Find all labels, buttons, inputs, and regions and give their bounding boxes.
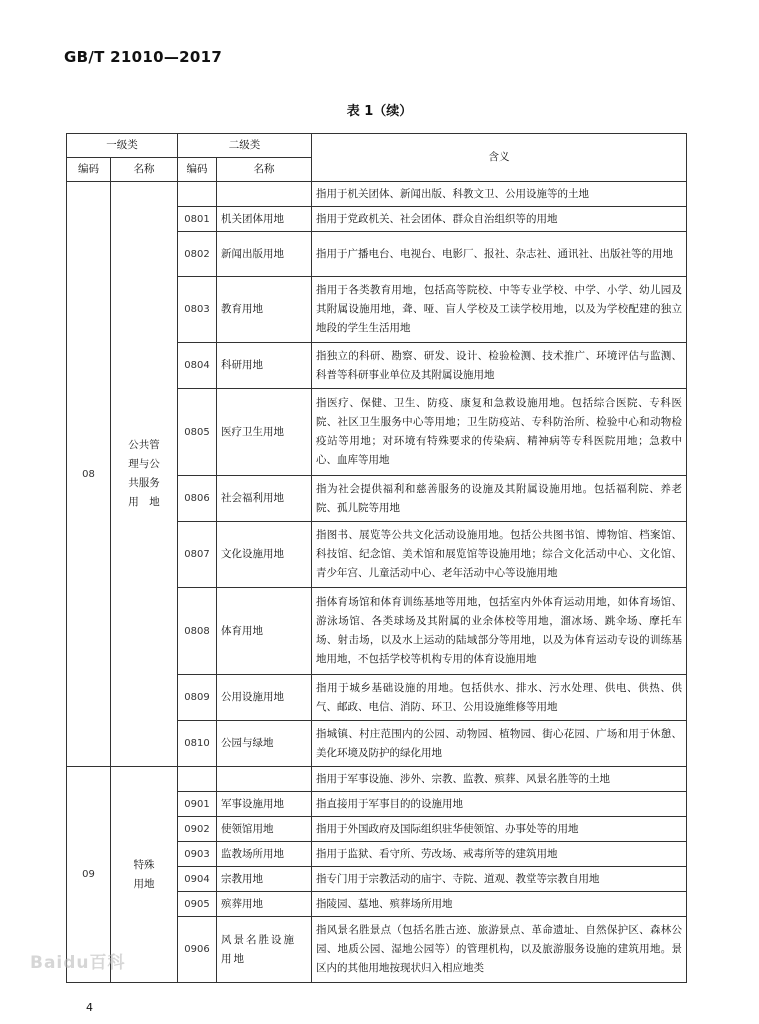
level2-description: 指用于各类教育用地，包括高等院校、中等专业学校、中学、小学、幼儿园及其附属设施用地，聋、哑、盲人学校及工读学校用地，以及为学校配建的独立地段的学生生活用地 — [312, 277, 687, 343]
header-level1: 一级类 — [67, 134, 178, 158]
level2-description: 指体育场馆和体育训练基地等用地，包括室内外体育运动用地，如体育场馆、游泳场馆、各类球场及其附属的业余体校等用地，溜冰场、跳伞场、摩托车场、射击场，以及水上运动的陆域部分等用地，以及为体育运动专设的训练基地用地，不包括学校等机构专用的体育设施用地 — [312, 588, 687, 675]
level2-name: 宗教用地 — [217, 867, 312, 892]
level2-description: 指独立的科研、勘察、研发、设计、检验检测、技术推广、环境评估与监测、科普等科研事业单位及其附属设施用地 — [312, 343, 687, 389]
level2-description: 指用于党政机关、社会团体、群众自治组织等的用地 — [312, 207, 687, 232]
level2-description: 指城镇、村庄范围内的公园、动物园、植物园、街心花园、广场和用于休憩、美化环境及防护的绿化用地 — [312, 721, 687, 767]
header-code: 编码 — [67, 158, 111, 182]
level2-code: 0902 — [178, 817, 217, 842]
header-meaning: 含义 — [312, 134, 687, 182]
level1-code: 08 — [67, 182, 111, 767]
level2-name: 新闻出版用地 — [217, 232, 312, 277]
level2-name: 殡葬用地 — [217, 892, 312, 917]
level1-name: 公共管理与公共服务用 地 — [111, 182, 178, 767]
level2-name: 机关团体用地 — [217, 207, 312, 232]
level1-code: 09 — [67, 767, 111, 983]
level2-code: 0802 — [178, 232, 217, 277]
level2-description: 指用于监狱、看守所、劳改场、戒毒所等的建筑用地 — [312, 842, 687, 867]
level1-description: 指用于军事设施、涉外、宗教、监教、殡葬、风景名胜等的土地 — [312, 767, 687, 792]
level2-description: 指用于外国政府及国际组织驻华使领馆、办事处等的用地 — [312, 817, 687, 842]
level2-name: 文化设施用地 — [217, 522, 312, 588]
level2-code: 0903 — [178, 842, 217, 867]
level2-code: 0906 — [178, 917, 217, 983]
level2-description: 指风景名胜景点（包括名胜古迹、旅游景点、革命遗址、自然保护区、森林公园、地质公园、湿地公园等）的管理机构，以及旅游服务设施的建筑用地。景区内的其他用地按现状归入相应地类 — [312, 917, 687, 983]
level2-name: 科研用地 — [217, 343, 312, 389]
level2-code: 0805 — [178, 389, 217, 476]
header-name: 名称 — [111, 158, 178, 182]
level2-name — [217, 767, 312, 792]
level2-code: 0804 — [178, 343, 217, 389]
level2-description: 指用于城乡基础设施的用地。包括供水、排水、污水处理、供电、供热、供气、邮政、电信、消防、环卫、公用设施维修等用地 — [312, 675, 687, 721]
level2-code — [178, 182, 217, 207]
level2-code: 0905 — [178, 892, 217, 917]
level2-name: 公园与绿地 — [217, 721, 312, 767]
watermark-logo: Baidu百科 — [30, 953, 126, 973]
level2-code: 0801 — [178, 207, 217, 232]
land-use-classification-table — [66, 133, 687, 983]
level2-code: 0901 — [178, 792, 217, 817]
level2-code: 0809 — [178, 675, 217, 721]
level2-name: 教育用地 — [217, 277, 312, 343]
header-code: 编码 — [178, 158, 217, 182]
level2-description: 指用于广播电台、电视台、电影厂、报社、杂志社、通讯社、出版社等的用地 — [312, 232, 687, 277]
level2-description: 指专门用于宗教活动的庙宇、寺院、道观、教堂等宗教自用地 — [312, 867, 687, 892]
level2-name: 监教场所用地 — [217, 842, 312, 867]
level2-code: 0904 — [178, 867, 217, 892]
level1-description: 指用于机关团体、新闻出版、科教文卫、公用设施等的土地 — [312, 182, 687, 207]
header-level2: 二级类 — [178, 134, 312, 158]
header-name: 名称 — [217, 158, 312, 182]
level2-name: 风景名胜设施用地 — [217, 917, 312, 983]
level2-description: 指图书、展览等公共文化活动设施用地。包括公共图书馆、博物馆、档案馆、科技馆、纪念馆、美术馆和展览馆等设施用地；综合文化活动中心、文化馆、青少年宫、儿童活动中心、老年活动中心等设施用地 — [312, 522, 687, 588]
page-number: 4 — [86, 1001, 93, 1014]
level2-name: 军事设施用地 — [217, 792, 312, 817]
level2-code: 0808 — [178, 588, 217, 675]
level2-name: 社会福利用地 — [217, 476, 312, 522]
level2-code: 0810 — [178, 721, 217, 767]
standard-code: GB/T 21010—2017 — [64, 48, 223, 66]
level1-name: 特殊用地 — [111, 767, 178, 983]
level2-name: 医疗卫生用地 — [217, 389, 312, 476]
table-title: 表 1（续） — [346, 104, 413, 119]
level2-description: 指直接用于军事目的的设施用地 — [312, 792, 687, 817]
level2-name: 公用设施用地 — [217, 675, 312, 721]
level2-description: 指陵园、墓地、殡葬场所用地 — [312, 892, 687, 917]
level2-code — [178, 767, 217, 792]
level2-name — [217, 182, 312, 207]
level2-description: 指为社会提供福利和慈善服务的设施及其附属设施用地。包括福利院、养老院、孤儿院等用地 — [312, 476, 687, 522]
level2-code: 0807 — [178, 522, 217, 588]
level2-name: 使领馆用地 — [217, 817, 312, 842]
level2-code: 0803 — [178, 277, 217, 343]
level2-name: 体育用地 — [217, 588, 312, 675]
level2-code: 0806 — [178, 476, 217, 522]
level2-description: 指医疗、保健、卫生、防疫、康复和急救设施用地。包括综合医院、专科医院、社区卫生服务中心等用地；卫生防疫站、专科防治所、检验中心和动物检疫站等用地；对环境有特殊要求的传染病、精神病等专科医院用地；急救中心、血库等用地 — [312, 389, 687, 476]
